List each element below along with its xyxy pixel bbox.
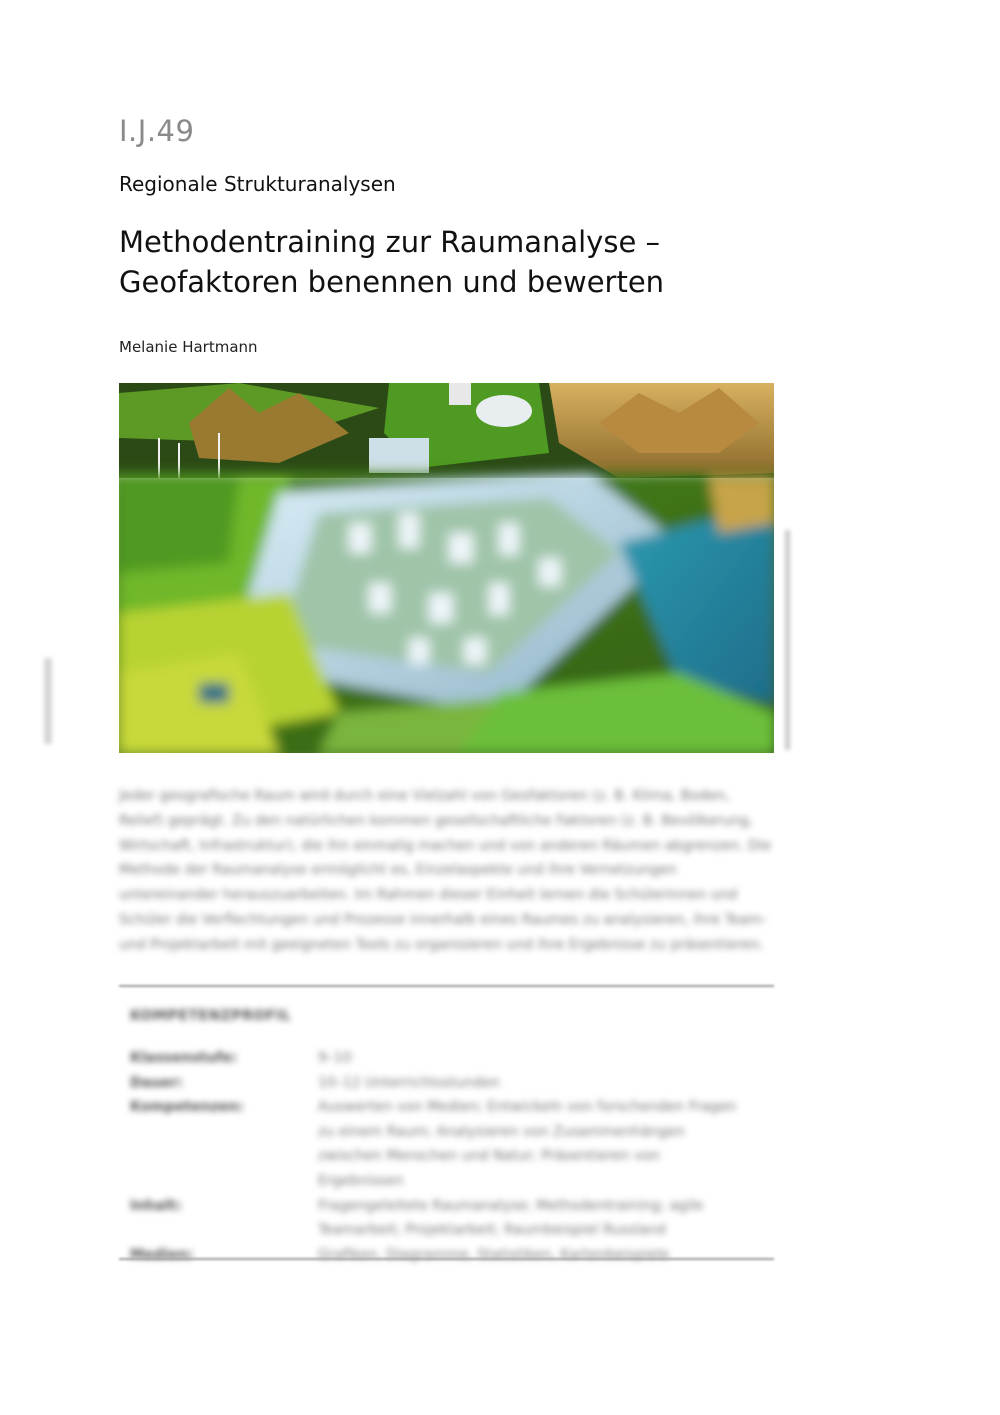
landscape-tiles-illustration	[119, 383, 774, 753]
profile-value: 9–10	[318, 1050, 352, 1066]
divider-bottom	[119, 1258, 774, 1260]
margin-copyright	[44, 658, 52, 744]
section-title: Regionale Strukturanalysen	[119, 172, 396, 196]
profile-heading: KOMPETENZPROFIL	[130, 1008, 291, 1024]
intro-text	[119, 784, 774, 958]
profile-value: 10–12 Unterrichtsstunden	[318, 1074, 500, 1091]
profile-row	[130, 1194, 770, 1243]
profile-value: Auswerten von Medien; Entwickeln von forschenden Fragen zu einem Raum; Analysieren von Zusammenhängen zwischen Menschen und Natur; Präsentieren von Ergebnissen	[318, 1099, 737, 1189]
unit-code: I.J.49	[119, 114, 195, 148]
profile-key: Dauer:	[130, 1074, 184, 1091]
author: Melanie Hartmann	[119, 338, 258, 356]
profile-row	[130, 1046, 770, 1071]
profile-key: Klassenstufe:	[130, 1050, 238, 1066]
hero-image	[119, 383, 774, 753]
profile-row	[130, 1071, 770, 1096]
divider-top	[119, 985, 774, 987]
page-title	[119, 222, 664, 302]
profile-key: Kompetenzen:	[130, 1099, 244, 1116]
title-line-2: Geofaktoren benennen und bewerten	[119, 265, 665, 299]
image-credit	[781, 530, 795, 750]
competence-profile	[130, 1008, 770, 1267]
profile-key: Medien:	[130, 1246, 194, 1263]
profile-row	[130, 1095, 770, 1193]
profile-value: Fragengeleitete Raumanalyse; Methodentraining; agile Teamarbeit; Projektarbeit; Raumbeispiel Russland	[318, 1197, 704, 1239]
profile-row	[130, 1243, 770, 1268]
intro-paragraph: Jeder geografische Raum wird durch eine Vielzahl von Geofaktoren (z. B. Klima, Boden, Relief) geprägt. Zu den natürlichen kommen gesellschaftliche Faktoren (z. B. Bevölkerung, Wirtschaft, Infrastruktur), die ihn einmalig machen und von anderen Räumen abgrenzen. Die Methode der Raumanalyse ermöglicht es, Einzelaspekte und ihre Vernetzungen untereinander herauszuarbeiten. Im Rahmen dieser Einheit lernen die Schülerinnen und Schüler die Verflechtungen und Prozesse innerhalb eines Raumes zu analysieren, ihre Team- und Projektarbeit mit geeigneten Tools zu organisieren und ihre Ergebnisse zu präsentieren.	[119, 788, 772, 953]
title-line-1: Methodentraining zur Raumanalyse –	[119, 225, 661, 259]
profile-key: Inhalt:	[130, 1197, 182, 1214]
profile-value: Grafiken, Diagramme, Statistiken, Kartenbeispiele	[318, 1246, 670, 1263]
